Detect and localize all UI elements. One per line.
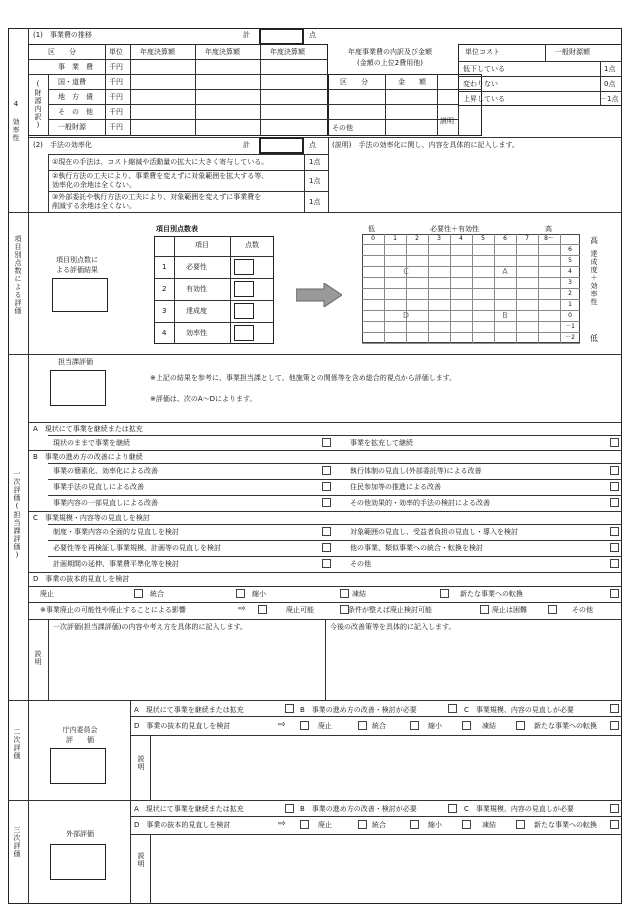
se-D-shukusho: 縮小 — [428, 722, 442, 730]
row-chihosai-unit: 千円 — [109, 93, 123, 101]
result-box[interactable] — [52, 278, 108, 312]
fe-line-d2 — [28, 602, 622, 603]
method-2a: ②執行方法の工夫により、事業費を変えずに対象範囲を拡大する等、 — [52, 172, 269, 180]
st-line-0 — [154, 256, 274, 257]
matrix-hline — [362, 299, 580, 300]
cost-row-same-pts: 0点 — [604, 80, 616, 88]
cost-col-4 — [260, 44, 261, 136]
p2-line-2 — [48, 170, 328, 171]
bd-col-1 — [385, 74, 386, 136]
se-opt-B-checkbox[interactable] — [448, 704, 457, 713]
method-3b: 削減する余地は全くない。 — [52, 202, 136, 210]
left-column-divider — [28, 28, 29, 904]
item-no-3: 3 — [162, 307, 167, 315]
row-kokudo: 国・道費 — [58, 78, 86, 86]
col-pts: 点数 — [245, 241, 259, 249]
row-kokudo-unit: 千円 — [109, 78, 123, 86]
row-sonota: そ の 他 — [58, 108, 93, 116]
D-title: D 事業の抜本的見直しを検討 — [33, 575, 130, 583]
D-note-opt-2: 条件が整えば廃止検討可能 — [348, 606, 432, 614]
item-name-4: 効率性 — [186, 329, 207, 337]
score-cell-2[interactable] — [234, 281, 254, 297]
matrix-y-tick: 4 — [568, 268, 572, 275]
D-opt-haishi-checkbox[interactable] — [134, 589, 143, 598]
matrix-y-tick: －1 — [565, 323, 575, 330]
table-title: 項目別点数表 — [156, 225, 198, 233]
C-left-3: 計画期間の延伸、事業費平準化等を検討 — [53, 560, 179, 568]
first-note-2: ※評価は、次のA～Dによります。 — [150, 395, 257, 403]
fe-line-b1 — [48, 463, 622, 464]
general-rate-label: 一般財源額 — [555, 48, 590, 56]
fe-line-c — [28, 511, 622, 512]
first-eval-box[interactable] — [50, 370, 106, 406]
section4-label: 4 効率性 — [12, 100, 20, 142]
row-sonota-unit: 千円 — [109, 108, 123, 116]
A-opt-2-checkbox[interactable] — [610, 438, 619, 447]
bd-kingaku: 金 額 — [398, 78, 426, 86]
cost-col-3 — [195, 44, 196, 136]
B-left-1: 事業の簡素化、効率化による改善 — [53, 467, 158, 475]
se-setsumei: 説明 — [137, 755, 145, 771]
matrix-hline — [362, 255, 580, 256]
item-eval-label: 項目別点数による評価 — [14, 235, 22, 315]
D-note-opt-3: 廃止は困難 — [492, 606, 527, 614]
te-opt-C-checkbox[interactable] — [610, 804, 619, 813]
D-note-arrow: ⇨ — [238, 604, 246, 614]
matrix-y-tick: 5 — [568, 257, 572, 264]
A-opt-1-checkbox[interactable] — [322, 438, 331, 447]
matrix-hline — [362, 277, 580, 278]
right-axis-label: 達成度＋効率性 — [590, 250, 598, 306]
p2-title: (2) 手法の効率化 — [33, 141, 92, 149]
se-D-haishi-checkbox[interactable] — [358, 721, 367, 730]
hdr-year3: 年度決算額 — [270, 48, 305, 56]
te-D-togo-checkbox[interactable] — [410, 820, 419, 829]
A-opt-1: 現状のままで事業を継続 — [53, 439, 130, 447]
score-cell-3[interactable] — [234, 303, 254, 319]
cost-row-same: 変わりない — [463, 80, 498, 88]
second-box-label-2: 評 価 — [66, 736, 94, 744]
C-right-1-checkbox[interactable] — [610, 527, 619, 536]
D-opt-togo: 統合 — [150, 590, 164, 598]
te-line-1 — [130, 816, 622, 817]
cost-row-line-0 — [28, 59, 328, 60]
fe-line-c1 — [48, 524, 622, 525]
zaigen-label: (財源内訳) — [34, 80, 42, 130]
result-label-2: よる評価結果 — [56, 266, 98, 274]
cost-row-line-4 — [48, 119, 328, 120]
fe-line-c3 — [48, 556, 622, 557]
p2-line-1 — [48, 154, 328, 155]
matrix-y-tick: －2 — [565, 334, 575, 341]
D-note-opt-1: 廃止可能 — [286, 606, 314, 614]
fe-line-d — [28, 572, 622, 573]
matrix-hline — [362, 244, 580, 245]
row-jigyohi-unit: 千円 — [109, 63, 123, 71]
matrix-y-tick: 1 — [568, 301, 572, 308]
te-D-toketsu: 凍結 — [482, 821, 496, 829]
matrix-y-tick: 6 — [568, 246, 572, 253]
se-line-2 — [130, 735, 622, 736]
col-item: 項目 — [195, 241, 209, 249]
first-eval-label: 一次評価(担当課評価) — [13, 470, 21, 560]
hdr-kubun: 区 分 — [48, 48, 76, 56]
C-right-1: 対象範囲の見直し、受益者負担の見直し・導入を検討 — [350, 528, 518, 536]
te-D-tenkan: 新たな事業への転換 — [534, 821, 597, 829]
te-D-haishi: 廃止 — [318, 821, 332, 829]
uc-line-3 — [458, 91, 622, 92]
st-line-1 — [154, 278, 274, 279]
method-1-pts: 1点 — [309, 158, 321, 166]
matrix-y-tick: 2 — [568, 290, 572, 297]
matrix-x-tick: 8～ — [544, 235, 554, 242]
cost-row-line-2 — [48, 89, 328, 90]
te-D-shukusho: 縮小 — [428, 821, 442, 829]
chart-mid-label: 必要性＋有効性 — [430, 225, 479, 233]
A-opt-2: 事業を拡充して継続 — [350, 439, 413, 447]
bd-line-3 — [328, 119, 458, 120]
right-arrow-icon — [296, 283, 342, 307]
se-D-haishi: 廃止 — [318, 722, 332, 730]
first-note-1: ※上記の結果を参考に、事業担当課として、他施策との関係等を含め総合的視点から評価します。 — [150, 374, 457, 382]
se-left-col — [130, 700, 131, 800]
fe-line-a2 — [48, 435, 622, 436]
te-line-2 — [130, 834, 622, 835]
second-eval-box[interactable] — [50, 748, 106, 784]
te-opt-A-checkbox[interactable] — [285, 804, 294, 813]
C-left-1-checkbox[interactable] — [322, 527, 331, 536]
B-title: B 事業の進め方の改善により継続 — [33, 453, 143, 461]
te-setsumei-col — [150, 834, 151, 904]
chart-high-label: 高 — [545, 225, 552, 233]
result-label-1: 項目別点数に — [56, 256, 98, 264]
B-right-1: 執行体制の見直し(外部委託等)による改善 — [350, 467, 482, 475]
cost-row-line-3 — [48, 104, 328, 105]
B-right-2-checkbox[interactable] — [610, 482, 619, 491]
matrix-x-tick: 6 — [503, 235, 507, 242]
fe-explain-left-col — [48, 619, 49, 700]
D-note-opt-3-checkbox[interactable] — [548, 605, 557, 614]
matrix-x-tick: 1 — [393, 235, 397, 242]
third-box-label: 外部評価 — [66, 830, 94, 838]
matrix-hline — [362, 332, 580, 333]
hdr-unit: 単位 — [109, 48, 123, 56]
hdr-year2: 年度決算額 — [205, 48, 240, 56]
matrix-quadrant-B: B — [502, 311, 508, 320]
p1-ten-label: 点 — [309, 31, 316, 39]
C-right-2-checkbox[interactable] — [610, 543, 619, 552]
te-D-tenkan-checkbox[interactable] — [610, 820, 619, 829]
matrix-hline — [362, 321, 580, 322]
right-high-label: 高 — [590, 236, 598, 245]
st-col-1 — [174, 236, 175, 344]
te-D-haishi-checkbox[interactable] — [358, 820, 367, 829]
third-eval-box[interactable] — [50, 844, 106, 880]
p2-divider — [328, 137, 329, 212]
C-right-3: その他 — [350, 560, 371, 568]
method-1: ①現在の手法は、コスト縮減や活動量の拡大に大きく寄与している。 — [52, 158, 269, 166]
se-D-shukusho-checkbox[interactable] — [462, 721, 471, 730]
fe-line-a — [28, 422, 622, 423]
se-setsumei-col — [150, 735, 151, 800]
C-left-2: 必要性等を再検証し事業規模、計画等の見直しを検討 — [53, 544, 221, 552]
se-D-arrow: ⇨ — [278, 720, 286, 730]
B-left-3-checkbox[interactable] — [322, 498, 331, 507]
se-D-title: D 事業の抜本的見直しを検討 — [134, 722, 231, 730]
row-ippan-unit: 千円 — [109, 123, 123, 131]
explain-right: 今後の改善策等を具体的に記入します。 — [330, 623, 456, 631]
se-D-tenkan-checkbox[interactable] — [610, 721, 619, 730]
second-eval-label: 二次評価 — [13, 728, 21, 760]
B-left-3: 事業内容の一部見直しによる改善 — [53, 499, 158, 507]
A-title: A 現状にて事業を継続または拡充 — [33, 425, 143, 433]
section-divider-4 — [8, 800, 622, 801]
st-col-2 — [230, 236, 231, 344]
se-D-togo-checkbox[interactable] — [410, 721, 419, 730]
cost-row-low: 低下している — [463, 65, 505, 73]
p2-total-label: 計 — [243, 141, 250, 149]
fe-line-b3 — [48, 495, 622, 496]
matrix-quadrant-C: C — [403, 267, 409, 276]
matrix-hline — [362, 288, 580, 289]
row-ippan: 一般財源 — [58, 123, 86, 131]
D-opt-togo-checkbox[interactable] — [236, 589, 245, 598]
matrix-x-tick: 3 — [437, 235, 441, 242]
se-D-toketsu-checkbox[interactable] — [516, 721, 525, 730]
cost-col-2 — [130, 44, 131, 136]
fe-explain-mid-col — [325, 619, 326, 700]
row-chihosai: 地 方 債 — [58, 93, 93, 101]
D-note-opt-2-checkbox[interactable] — [480, 605, 489, 614]
bd-col-2 — [437, 74, 438, 136]
te-setsumei: 説明 — [137, 852, 145, 868]
D-opt-tenkan-checkbox[interactable] — [610, 589, 619, 598]
p1-title: (1) 事業費の推移 — [33, 31, 92, 39]
first-setsumei: 説明 — [34, 650, 42, 666]
se-explain-area[interactable] — [152, 737, 618, 797]
fe-line-d1 — [28, 586, 622, 587]
p2-top-line — [28, 137, 622, 138]
se-opt-B: B 事業の進め方の改善・検討が必要 — [300, 706, 417, 714]
explain-right-area[interactable] — [328, 634, 618, 698]
bd-sonota: その他 — [332, 124, 353, 132]
uc-line-1 — [458, 61, 622, 62]
te-D-title: D 事業の抜本的見直しを検討 — [134, 821, 231, 829]
matrix-y-tick: 0 — [568, 312, 572, 319]
cost-row-low-pts: 1点 — [604, 65, 616, 73]
B-left-1-checkbox[interactable] — [322, 466, 331, 475]
se-D-togo: 統合 — [372, 722, 386, 730]
fe-line-b — [28, 450, 622, 451]
zaigen-col — [48, 74, 49, 136]
matrix-quadrant-A: A — [502, 267, 508, 276]
bd-kubun: 区 分 — [340, 78, 368, 86]
C-left-2-checkbox[interactable] — [322, 543, 331, 552]
p1-score-box[interactable] — [259, 28, 304, 45]
C-right-2: 他の事業、類似事業への統合・転換を検討 — [350, 544, 483, 552]
p2-left-col — [48, 154, 49, 212]
st-line-2 — [154, 300, 274, 301]
item-no-2: 2 — [162, 285, 167, 293]
cost-col-1 — [105, 44, 106, 136]
bd-line-2 — [328, 104, 458, 105]
te-opt-C: C 事業規模、内容の見直しが必要 — [464, 805, 574, 813]
item-name-3: 達成度 — [186, 307, 207, 315]
C-left-1: 制度・事業内容の全面的な見直しを検討 — [53, 528, 179, 536]
matrix-x-tick: 4 — [459, 235, 463, 242]
score-table — [154, 236, 274, 344]
p2-setsumei: (説明) 手法の効率化に関し、内容を具体的に記入します。 — [332, 141, 519, 149]
se-line-1 — [130, 716, 622, 717]
second-box-label-1: 庁内委員会 — [62, 726, 98, 734]
method-3-pts: 1点 — [309, 198, 321, 206]
matrix-x-tick: 7 — [525, 235, 529, 242]
bd-setsumei: 説明 — [440, 117, 454, 125]
p1-total-label: 計 — [243, 31, 250, 39]
se-opt-C-checkbox[interactable] — [610, 704, 619, 713]
item-no-1: 1 — [162, 263, 167, 271]
score-cell-1[interactable] — [234, 259, 254, 275]
te-D-shukusho-checkbox[interactable] — [462, 820, 471, 829]
te-explain-area[interactable] — [152, 836, 618, 902]
cost-row-line-1 — [28, 74, 328, 75]
cost-row-high: 上昇している — [463, 95, 505, 103]
section-divider-3 — [8, 700, 622, 701]
C-right-3-checkbox[interactable] — [610, 559, 619, 568]
p2-score-box[interactable] — [259, 137, 304, 154]
te-D-toketsu-checkbox[interactable] — [516, 820, 525, 829]
se-opt-C: C 事業規模、内容の見直しが必要 — [464, 706, 574, 714]
B-right-1-checkbox[interactable] — [610, 466, 619, 475]
chart-low-label: 低 — [368, 225, 375, 233]
D-note-opt-4: その他 — [572, 606, 593, 614]
score-cell-4[interactable] — [234, 325, 254, 341]
st-line-3 — [154, 322, 274, 323]
first-box-label: 担当課評価 — [58, 358, 93, 366]
explain-left-area[interactable] — [50, 634, 322, 698]
section-divider-1 — [8, 212, 622, 213]
explain-left: 一次評価(担当課評価)の内容や考え方を具体的に記入します。 — [53, 623, 247, 631]
te-D-arrow: ⇨ — [278, 819, 286, 829]
item-name-2: 有効性 — [186, 285, 207, 293]
method-2b: 効率化の余地は全くない。 — [52, 181, 136, 189]
method-2-pts: 1点 — [309, 177, 321, 185]
third-eval-label: 三次評価 — [13, 826, 21, 858]
uc-line-2 — [458, 76, 622, 77]
p2-line-3 — [48, 191, 328, 192]
section-divider-2 — [8, 354, 622, 355]
fe-line-b2 — [48, 479, 622, 480]
C-title: C 事業規模・内容等の見直しを検討 — [33, 514, 150, 522]
matrix-quadrant-D: D — [402, 311, 410, 320]
matrix-hline — [362, 343, 580, 344]
D-note: ※事業廃止の可能性や廃止することによる影響 — [40, 606, 186, 614]
D-opt-toketsu: 凍結 — [352, 590, 366, 598]
breakdown-subtitle: (金額の上位2費用他) — [357, 59, 423, 67]
te-opt-B: B 事業の進め方の改善・検討が必要 — [300, 805, 417, 813]
fe-line-c2 — [48, 540, 622, 541]
se-opt-A-checkbox[interactable] — [285, 704, 294, 713]
te-D-checkbox[interactable] — [300, 820, 309, 829]
D-opt-shukusho: 縮小 — [252, 590, 266, 598]
matrix-x-tick: 2 — [415, 235, 419, 242]
D-opt-shukusho-checkbox[interactable] — [340, 589, 349, 598]
matrix-x-tick: 5 — [481, 235, 485, 242]
te-D-togo: 統合 — [372, 821, 386, 829]
uc-col-1 — [545, 44, 546, 61]
method-3a: ③外部委託や執行方法の工夫により、対象範囲を変えずに事業費を — [52, 193, 262, 201]
unit-cost-label: 単位コスト — [465, 48, 500, 56]
D-note-haishi-checkbox[interactable] — [258, 605, 267, 614]
row-jigyohi: 事 業 費 — [58, 63, 93, 71]
matrix-x-tick: 0 — [371, 235, 375, 242]
D-opt-tenkan: 新たな事業への転換 — [460, 590, 523, 598]
D-opt-toketsu-checkbox[interactable] — [440, 589, 449, 598]
cost-row-high-pts: －1点 — [600, 95, 619, 103]
se-D-tenkan: 新たな事業への転換 — [534, 722, 597, 730]
se-D-checkbox[interactable] — [300, 721, 309, 730]
B-right-2: 住民参加等の推進による改善 — [350, 483, 441, 491]
B-right-3: その他効果的・効率的手法の検討による改善 — [350, 499, 490, 507]
te-opt-B-checkbox[interactable] — [448, 804, 457, 813]
C-left-3-checkbox[interactable] — [322, 559, 331, 568]
hdr-year1: 年度決算額 — [140, 48, 175, 56]
B-left-2: 事業手法の見直しによる改善 — [53, 483, 144, 491]
evaluation-matrix — [362, 234, 580, 344]
B-right-3-checkbox[interactable] — [610, 498, 619, 507]
breakdown-title: 年度事業費の内訳及び金額 — [348, 48, 432, 56]
right-low-label: 低 — [590, 334, 598, 343]
B-left-2-checkbox[interactable] — [322, 482, 331, 491]
matrix-y-tick: 3 — [568, 279, 572, 286]
D-opt-haishi: 廃止 — [40, 590, 54, 598]
se-opt-A: A 現状にて事業を継続または拡充 — [134, 706, 244, 714]
p2-ten-label: 点 — [309, 141, 316, 149]
se-D-toketsu: 凍結 — [482, 722, 496, 730]
te-opt-A: A 現状にて事業を継続または拡充 — [134, 805, 244, 813]
p2-pts-col — [304, 154, 305, 212]
item-name-1: 必要性 — [186, 263, 207, 271]
item-no-4: 4 — [162, 329, 167, 337]
